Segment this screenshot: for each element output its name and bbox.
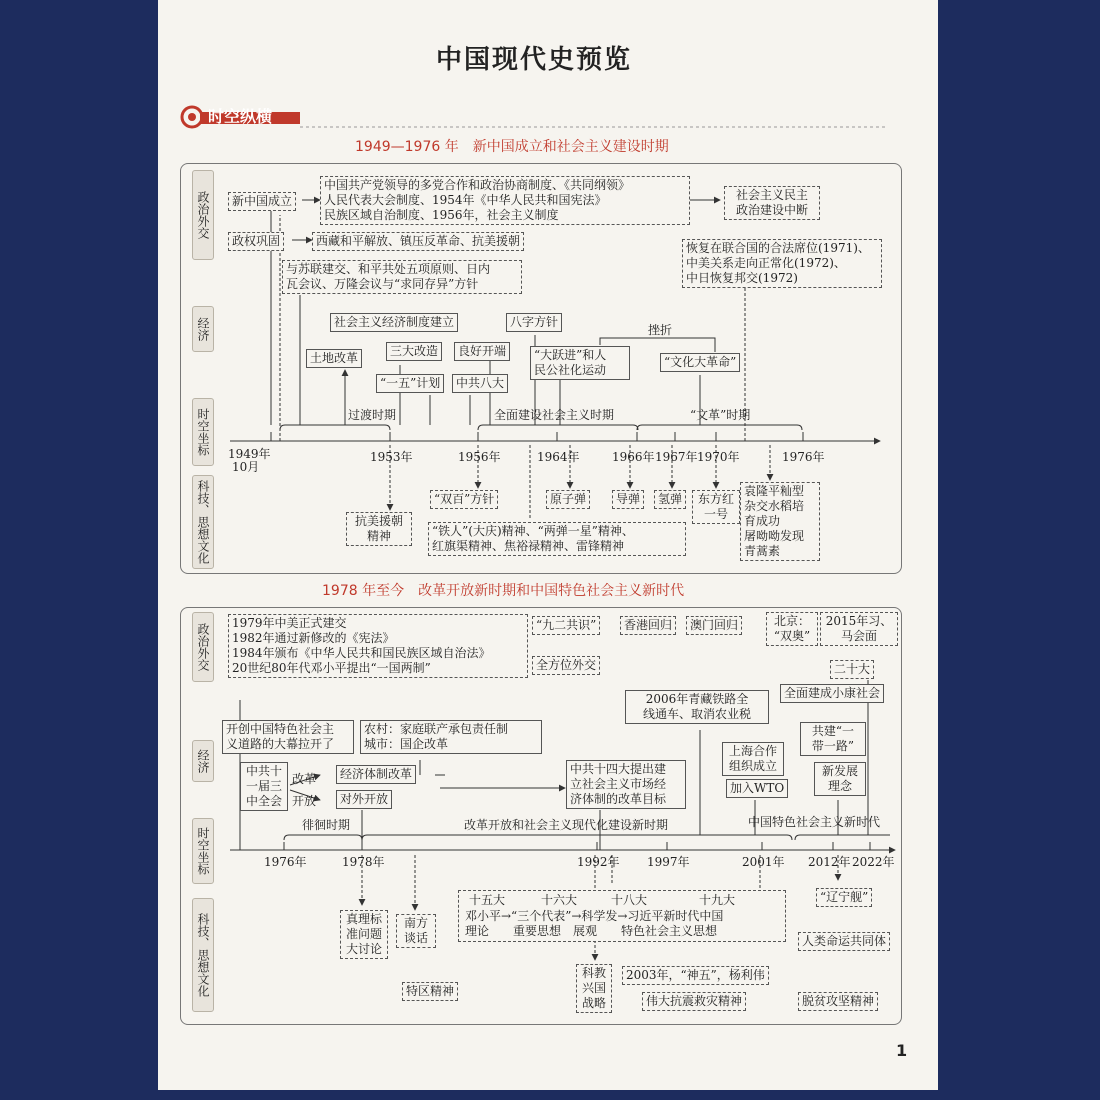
theories-box: [458, 890, 786, 942]
truth-line-1: 真理标: [345, 912, 382, 926]
political-system-box: [320, 176, 690, 225]
leap-box: [530, 346, 630, 380]
fourteenth-box: [566, 760, 686, 809]
leap-line-2: 民公社化运动: [534, 363, 607, 377]
open-up-box: 对外开放: [336, 790, 392, 809]
plenum-line-3: 中全会: [245, 794, 282, 808]
period-new-era: 中国特色社会主义新时代: [748, 815, 881, 829]
diplomacy-line-1: 与苏联建交、和平共处五项原则、日内: [286, 262, 491, 276]
rural-line: 农村：家庭联产承包责任制: [364, 722, 509, 736]
tick-1949: 1949年: [228, 447, 271, 461]
tick-1970: 1970年: [697, 450, 740, 464]
eighth-congress-box: 中共八大: [452, 374, 508, 393]
newdev-line-2: 理念: [827, 779, 852, 793]
truth-box: [340, 910, 388, 959]
section-icon: [182, 107, 202, 127]
twentieth-box: 二十大: [830, 660, 874, 679]
diplomacy-line-2: 瓦会议、万隆会议与“求同存异”方针: [286, 277, 479, 291]
satellite-box: [692, 490, 740, 524]
korea-spirit-box: [346, 512, 412, 546]
macau-box: 澳门回归: [686, 616, 742, 635]
tick-1992: 1992年: [577, 855, 620, 869]
poverty-spirit-box: 脱贫攻坚精神: [798, 992, 878, 1011]
cultural-rev-box: “文化大革命”: [660, 353, 740, 372]
tick-1964: 1964年: [537, 450, 580, 464]
quake-spirit-box: 伟大抗震救灾精神: [642, 992, 746, 1011]
tibet-line-1: 2006年青藏铁路全: [645, 692, 749, 706]
olympics-box: [766, 612, 818, 646]
belt-road-box: [800, 722, 866, 756]
interrupt-line-1: 社会主义民主: [735, 188, 808, 202]
eight-char-box: 八字方针: [506, 313, 562, 332]
spirits-line-1: “铁人”(大庆)精神、“两弹一星”精神、: [432, 524, 634, 538]
tick-1956: 1956年: [458, 450, 501, 464]
congress-15: 十五大: [469, 893, 506, 907]
truth-line-3: 大讨论: [345, 942, 382, 956]
sco-line-1: 上海合作: [728, 744, 777, 758]
recover-line-2: 中美关系走向正常化(1972)、: [686, 256, 846, 270]
three-reforms-box: 三大改造: [386, 342, 442, 361]
era1-cat-economy: 经济: [192, 306, 214, 352]
olympics-line-2: “双奥”: [773, 629, 811, 643]
foreign-recover-box: [682, 239, 882, 288]
tick-1966: 1966年: [612, 450, 655, 464]
satellite-line-2: 一号: [703, 507, 728, 521]
tick-1967: 1967年: [655, 450, 698, 464]
tick-2012: 2012年: [808, 855, 851, 869]
era2-cat-politics: 政治外交: [192, 612, 214, 682]
pol-line-3: 1984年颁布《中华人民共和国民族区域自治法》: [232, 646, 491, 660]
recover-line-3: 中日恢复邦交(1972): [686, 271, 798, 285]
sci-line-2: 兴国: [581, 981, 606, 995]
land-reform-box: 土地改革: [306, 349, 362, 368]
founding-box: 新中国成立: [228, 192, 296, 211]
xima-box: [820, 612, 898, 646]
pol-line-4: 20世纪80年代邓小平提出“一国两制”: [232, 661, 431, 675]
tick-2001: 2001年: [742, 855, 785, 869]
tick-1978: 1978年: [342, 855, 385, 869]
diplomacy-box: [282, 260, 522, 294]
good-start-box: 良好开端: [454, 342, 510, 361]
xima-line-2: 马会面: [840, 629, 877, 643]
shenwu-box: 2003年，“神五”，杨利伟: [622, 966, 769, 985]
spirits-box: [428, 522, 686, 556]
sci-line-3: 战略: [581, 996, 606, 1010]
period-transition: 过渡时期: [348, 408, 397, 422]
open-label: 开放: [292, 794, 317, 808]
xima-line-1: 2015年习、: [825, 614, 893, 628]
omni-box: 全方位外交: [532, 656, 600, 675]
pol-line-2: 1982年通过新修改的《宪法》: [232, 631, 395, 645]
theories-line-2: 理论 重要思想 展观 特色社会主义思想: [465, 924, 718, 938]
fourteenth-line-1: 中共十四大提出建: [570, 762, 667, 776]
rice-line-3: 育成功: [744, 514, 781, 528]
leap-line-1: “大跃进”和人: [534, 348, 607, 362]
korea-line-2: 精神: [366, 529, 391, 543]
period-reform: 改革开放和社会主义现代化建设新时期: [464, 818, 669, 832]
rice-line-5: 青蒿素: [744, 544, 781, 558]
page-number: 1: [896, 1041, 908, 1060]
rice-box: [740, 482, 820, 561]
double-hundred-box: “双百”方针: [430, 490, 498, 509]
newdev-line-1: 新发展: [821, 764, 858, 778]
reform-open-label: [292, 768, 316, 812]
recover-line-1: 恢复在联合国的合法席位(1971)、: [686, 241, 870, 255]
congress-16: 十六大: [541, 893, 578, 907]
era2-politics-list: [228, 614, 528, 678]
tick-1953: 1953年: [370, 450, 413, 464]
system-line-2: 人民代表大会制度、1954年《中华人民共和国宪法》: [324, 193, 607, 207]
missile-box: 导弹: [612, 490, 644, 509]
era2-cat-economy: 经济: [192, 740, 214, 782]
tick-1997: 1997年: [647, 855, 690, 869]
tick-1976: 1976年: [782, 450, 825, 464]
community-box: 人类命运共同体: [798, 932, 890, 951]
democracy-interrupt-box: [724, 186, 820, 220]
tick-10month: 10月: [232, 460, 260, 474]
section-label: 时空纵横: [208, 107, 273, 126]
consensus-box: “九二共识”: [532, 616, 600, 635]
wto-box: 加入WTO: [726, 779, 788, 798]
atomic-box: 原子弹: [546, 490, 590, 509]
pol-line-1: 1979年中美正式建交: [232, 616, 347, 630]
interrupt-line-2: 政治建设中断: [735, 203, 808, 217]
rice-line-4: 屠呦呦发现: [744, 529, 805, 543]
hk-box: 香港回归: [620, 616, 676, 635]
truth-line-2: 准问题: [345, 927, 382, 941]
new-dev-box: [814, 762, 866, 796]
congress-19: 十九大: [699, 893, 736, 907]
system-line-1: 中国共产党领导的多党合作和政治协商制度、《共同纲领》: [324, 178, 631, 192]
belt-line-2: 带一路”: [811, 739, 855, 753]
sco-line-2: 组织成立: [728, 759, 777, 773]
system-line-3: 民族区域自治制度、1956年，社会主义制度: [324, 208, 559, 222]
fourteenth-line-2: 立社会主义市场经: [570, 777, 667, 791]
spirits-line-2: 红旗渠精神、焦裕禄精神、雷锋精神: [432, 539, 625, 553]
road-line-1: 开创中国特色社会主: [226, 722, 335, 736]
period-hesitation: 徘徊时期: [302, 818, 351, 832]
rice-line-2: 杂交水稻培: [744, 499, 805, 513]
period-full-construction: 全面建设社会主义时期: [494, 408, 615, 422]
third-plenum-box: [240, 762, 288, 811]
econ-reform-box: 经济体制改革: [336, 765, 416, 784]
korea-line-1: 抗美援朝: [354, 514, 403, 528]
era1-cat-politics: 政治外交: [192, 170, 214, 260]
socialism-road-box: [222, 720, 354, 754]
olympics-line-1: 北京：: [773, 614, 810, 628]
sez-spirit-box: 特区精神: [402, 982, 458, 1001]
theories-line-1: 邓小平→“三个代表”→科学发→习近平新时代中国: [465, 909, 724, 923]
south-line-1: 南方: [403, 916, 428, 930]
consolidate-items-box: 西藏和平解放、镇压反革命、抗美援朝: [312, 232, 524, 251]
econ-system-box: 社会主义经济制度建立: [330, 313, 458, 332]
belt-line-1: 共建“一: [811, 724, 855, 738]
five-year-box: “一五”计划: [376, 374, 444, 393]
era1-cat-culture: 科技、思想文化: [192, 475, 214, 569]
south-tour-box: [396, 914, 436, 948]
hbomb-box: 氢弹: [654, 490, 686, 509]
tick-1976b: 1976年: [264, 855, 307, 869]
setback-label: 挫折: [648, 323, 673, 337]
sco-box: [722, 742, 784, 776]
urban-line: 城市：国企改革: [364, 737, 449, 751]
period-cultural-rev: “文革”时期: [690, 408, 751, 422]
tick-2022: 2022年: [852, 855, 895, 869]
plenum-line-1: 中共十: [245, 764, 282, 778]
era2-header: 1978 年至今 改革开放新时期和中国特色社会主义新时代: [322, 583, 685, 599]
era2-cat-culture: 科技、思想文化: [192, 898, 214, 1012]
south-line-2: 谈话: [403, 931, 428, 945]
plenum-line-2: 一届三: [245, 779, 282, 793]
tibet-rail-box: [625, 690, 769, 724]
fourteenth-line-3: 济体制的改革目标: [570, 792, 667, 806]
rural-urban-box: [360, 720, 542, 754]
era1-header: 1949—1976 年 新中国成立和社会主义建设时期: [355, 139, 669, 155]
satellite-line-1: 东方红: [697, 492, 734, 506]
congress-18: 十八大: [611, 893, 648, 907]
road-line-2: 义道路的大幕拉开了: [226, 737, 335, 751]
reform-label: 改革: [292, 772, 317, 786]
sci-edu-box: [576, 964, 612, 1013]
era1-cat-time: 时空坐标: [192, 398, 214, 466]
tibet-line-2: 线通车、取消农业税: [642, 707, 751, 721]
liaoning-box: “辽宁舰”: [816, 888, 872, 907]
era2-cat-time: 时空坐标: [192, 818, 214, 884]
sci-line-1: 科教: [581, 966, 606, 980]
page-title: 中国现代史预览: [436, 45, 633, 75]
consolidate-box: 政权巩固: [228, 232, 284, 251]
xiaokang-box: 全面建成小康社会: [780, 684, 884, 703]
rice-line-1: 袁隆平籼型: [744, 484, 805, 498]
